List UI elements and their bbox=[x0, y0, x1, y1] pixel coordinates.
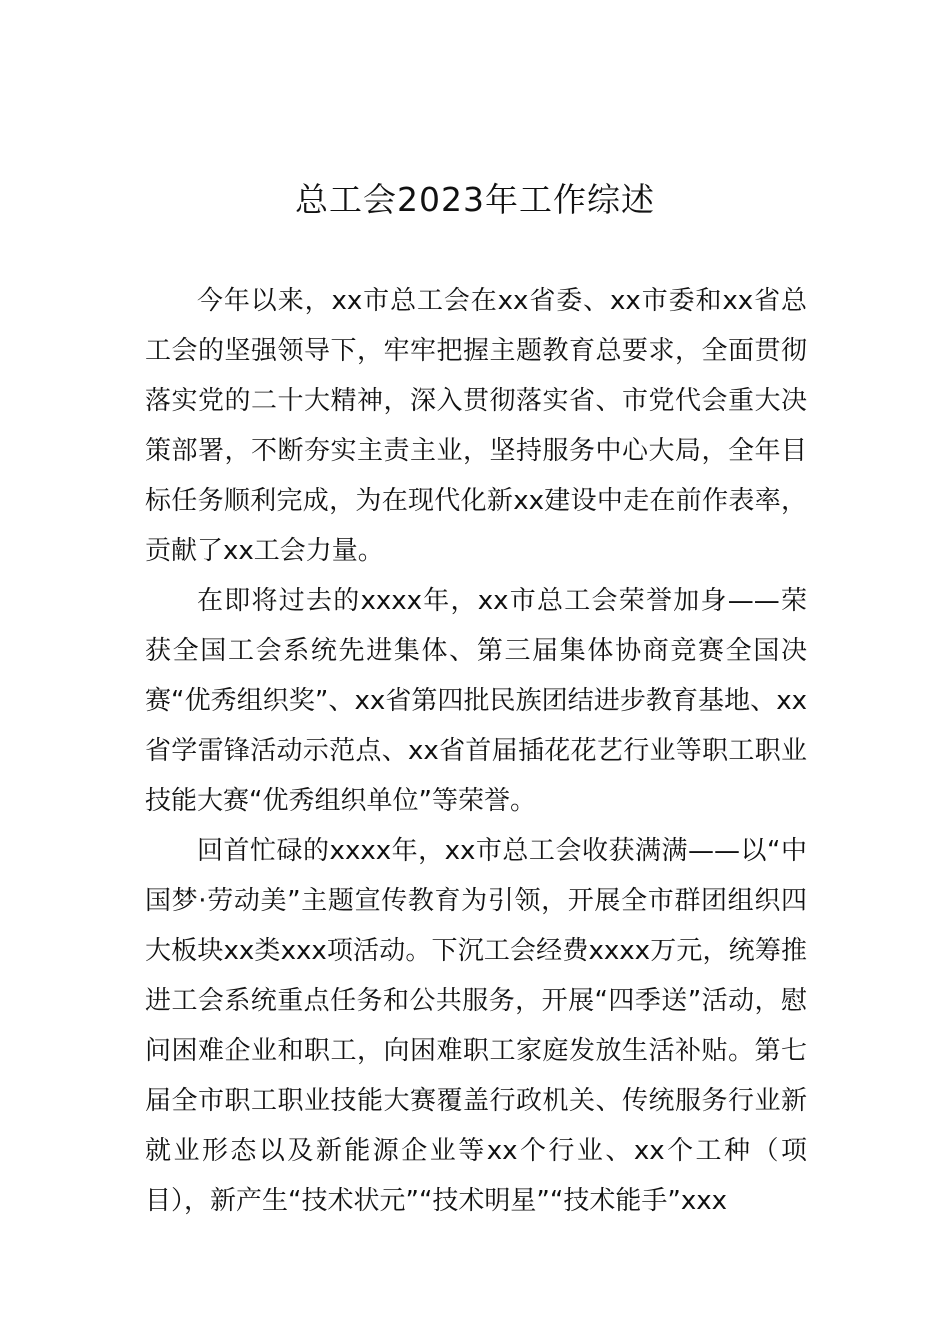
document-title: 总工会2023年工作综述 bbox=[295, 180, 655, 219]
paragraph-intro: 今年以来，xx市总工会在xx省委、xx市委和xx省总工会的坚强领导下，牢牢把握主题教育总要求，全面贯彻落实党的二十大精神，深入贯彻落实省、市党代会重大决策部署，不断夯实主责主业，坚持服务中心大局，全年目标任务顺利完成，为在现代化新xx建设中走在前作表率，贡献了xx工会力量。 bbox=[145, 286, 807, 566]
paragraph-achievements: 回首忙碌的xxxx年，xx市总工会收获满满——以“中国梦·劳动美”主题宣传教育为引领，开展全市群团组织四大板块xx类xxx项活动。下沉工会经费xxxx万元，统筹推进工会系统重点任务和公共服务，开展“四季送”活动，慰问困难企业和职工，向困难职工家庭发放生活补贴。第七届全市职工职业技能大赛覆盖行政机关、传统服务行业新就业形态以及新能源企业等xx个行业、xx个工种（项目），新产生“技术状元”“技术明星”“技术能手”xxx bbox=[145, 836, 807, 1216]
paragraph-honors: 在即将过去的xxxx年，xx市总工会荣誉加身——荣获全国工会系统先进集体、第三届集体协商竞赛全国决赛“优秀组织奖”、xx省第四批民族团结进步教育基地、xx省学雷锋活动示范点、xx省首届插花花艺行业等职工职业技能大赛“优秀组织单位”等荣誉。 bbox=[145, 586, 807, 816]
document-body bbox=[145, 276, 807, 1226]
